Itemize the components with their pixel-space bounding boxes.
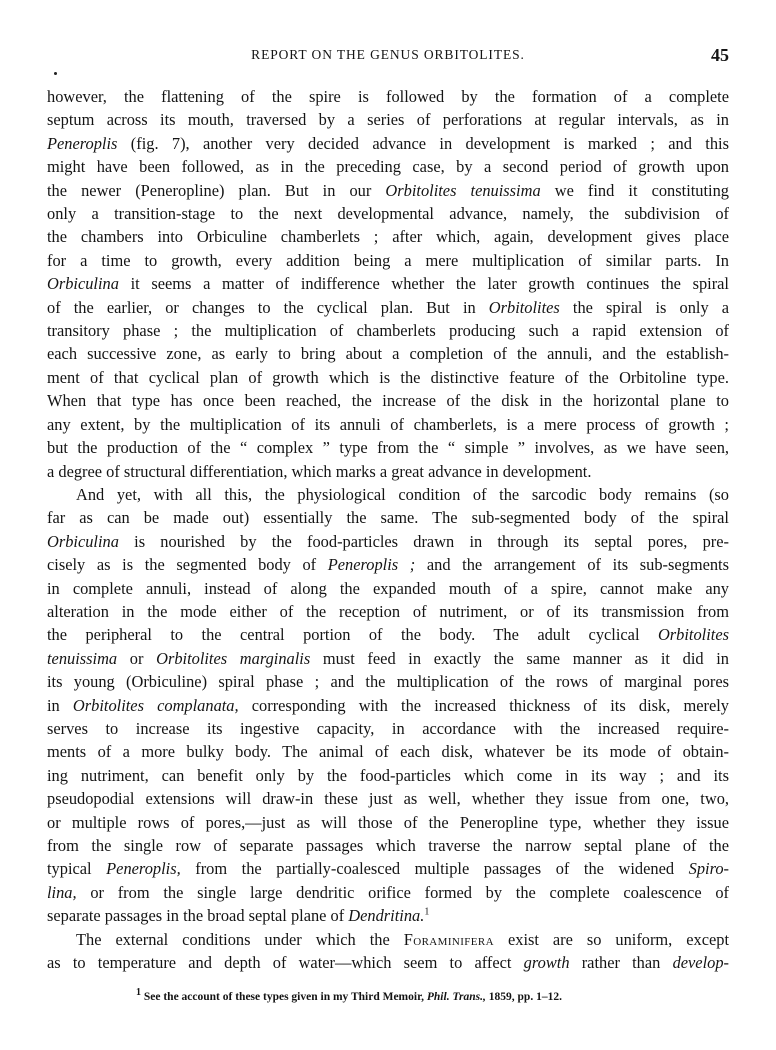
text-run: the chambers into Orbiculine chamberlets ; after which, again, development gives place: [47, 227, 729, 247]
italic-text: develop-: [672, 953, 729, 973]
text-run: in complete annuli, instead of along the expanded mouth of a spire, cannot make any: [47, 578, 729, 598]
text-line: [47, 225, 729, 248]
running-title: REPORT ON THE GENUS ORBITOLITES.: [251, 47, 525, 62]
text-run: See the account of these types given in my Third Memoir,: [141, 991, 427, 1003]
text-line: [47, 460, 729, 483]
italic-text: Peneroplis: [47, 133, 118, 153]
paragraph-1: [47, 85, 729, 483]
text-run: but the production of the “ complex ” type from the “ simple ” involves, as we have seen,: [47, 438, 729, 458]
text-line: [47, 928, 729, 951]
italic-text: Peneroplis,: [106, 859, 181, 879]
text-run: as to temperature and depth of water—which seem to affect: [47, 953, 524, 973]
italic-text: Orbitolites: [488, 297, 560, 317]
text-run: pseudopodial extensions will draw-in these just as well, whether they issue from one, two,: [47, 789, 729, 809]
italic-text: Orbiculina: [47, 531, 119, 551]
text-run: cisely as is the segmented body of: [47, 555, 328, 575]
text-run: the spiral is only a: [559, 297, 729, 317]
text-run: must feed in exactly the same manner as it did in: [310, 648, 729, 668]
paragraph-2: [47, 483, 729, 928]
text-run: typical: [47, 859, 107, 879]
text-line: [47, 764, 729, 787]
italic-text: Phil. Trans.,: [426, 991, 486, 1003]
text-line: [47, 319, 729, 342]
text-run: or from the single large dendritic orifice formed by the complete coalescence of: [76, 882, 729, 902]
text-run: far as can be made out) essentially the same. The sub-segmented body of the spiral: [47, 508, 729, 528]
text-run: or multiple rows of pores,—just as will those of the Peneropline type, whether they issue: [47, 812, 729, 832]
text-line: [47, 553, 729, 576]
text-run: When that type has once been reached, the increase of the disk in the horizontal plane to: [47, 391, 729, 411]
text-run: transitory phase ; the multiplication of chamberlets producing such a rapid extension of: [47, 321, 729, 341]
text-run: corresponding with the increased thickness of its disk, merely: [238, 695, 729, 715]
text-run: separate passages in the broad septal plane of: [47, 906, 349, 926]
italic-text: Orbitolites marginalis: [156, 648, 311, 668]
text-line: [47, 904, 729, 927]
italic-text: growth: [523, 953, 570, 973]
text-line: [47, 647, 729, 670]
text-line: [47, 436, 729, 459]
text-line: [47, 85, 729, 108]
footnote-marker: 1: [136, 987, 141, 999]
text-run: ments of a more bulky body. The animal of each disk, whatever be its mode of obtain-: [47, 742, 729, 762]
italic-text: Orbitolites complanata,: [72, 695, 239, 715]
italic-text: tenuissima: [47, 648, 118, 668]
body-text: [47, 85, 729, 974]
paragraph-3: [47, 928, 729, 975]
running-header: [47, 45, 729, 69]
document-page: [47, 0, 729, 1050]
text-run: of the earlier, or changes to the cyclical plan. But in: [47, 297, 489, 317]
text-run: Foraminifera: [403, 929, 495, 949]
stray-ink-mark: [54, 72, 57, 75]
text-run: septum across its mouth, traversed by a series of perforations at regular intervals, as in: [47, 110, 729, 130]
text-run: And yet, with all this, the physiological condition of the sarcodic body remains (so: [76, 484, 729, 504]
italic-text: Orbiculina: [47, 274, 119, 294]
text-line: [47, 834, 729, 857]
text-run: any extent, by the multiplication of its annuli of chamberlets, is a mere process of growth ;: [47, 414, 729, 434]
text-run: for a time to growth, every addition being a mere multiplication of similar parts. In: [47, 250, 729, 270]
text-line: [47, 857, 729, 880]
text-run: a degree of structural differentiation, which marks a great advance in development.: [47, 461, 592, 481]
text-line: [47, 389, 729, 412]
text-line: [47, 108, 729, 131]
text-line: [47, 296, 729, 319]
text-run: we find it constituting: [540, 180, 729, 200]
text-line: [47, 342, 729, 365]
text-run: serves to increase its ingestive capacity, in accordance with the increased require-: [47, 718, 729, 738]
text-run: the peripheral to the central portion of the body. The adult cyclical: [47, 625, 658, 645]
text-run: it seems a matter of indifference whether the later growth continues the spiral: [118, 274, 729, 294]
text-run: or: [117, 648, 157, 668]
text-run: and the arrangement of its sub-segments: [415, 555, 729, 575]
text-run: is nourished by the food-particles drawn in through its septal pores, pre-: [118, 531, 729, 551]
text-line: [47, 811, 729, 834]
text-run: exist are so uniform, except: [494, 929, 730, 949]
text-run: from the partially-coalesced multiple passages of the widened: [180, 859, 689, 879]
text-run: in: [47, 695, 73, 715]
text-run: ing nutriment, can benefit only by the food-particles which come in its way ; and its: [47, 765, 729, 785]
text-line: [47, 787, 729, 810]
text-line: [47, 600, 729, 623]
text-line: [47, 249, 729, 272]
text-run: each successive zone, as early to bring about a completion of the annuli, and the establish-: [47, 344, 729, 364]
text-run: only a transition-stage to the next developmental advance, namely, the subdivision of: [47, 204, 729, 224]
text-run: the newer (Peneropline) plan. But in our: [47, 180, 386, 200]
text-run: (fig. 7), another very decided advance in development is marked ; and this: [117, 133, 729, 153]
page-number: 45: [711, 45, 729, 65]
text-line: [47, 694, 729, 717]
text-line: [47, 740, 729, 763]
footnote-marker: 1: [424, 906, 430, 918]
footnote: [136, 989, 696, 1005]
text-line: [47, 717, 729, 740]
text-line: [47, 413, 729, 436]
text-line: [47, 483, 729, 506]
text-run: however, the flattening of the spire is followed by the formation of a complete: [47, 87, 729, 106]
text-run: its young (Orbiculine) spiral phase ; and the multiplication of the rows of marginal pores: [47, 672, 729, 692]
text-line: [47, 179, 729, 202]
text-run: The external conditions under which the: [76, 929, 404, 949]
text-line: [47, 506, 729, 529]
text-line: [47, 366, 729, 389]
text-run: from the single row of separate passages which traverse the narrow septal plane of the: [47, 836, 729, 855]
text-line: [47, 272, 729, 295]
italic-text: Peneroplis ;: [327, 555, 416, 575]
italic-text: Orbitolites tenuissima: [385, 180, 541, 200]
text-line: [47, 202, 729, 225]
text-run: ment of that cyclical plan of growth which is the distinctive feature of the Orbitoline type.: [47, 367, 729, 387]
italic-text: lina,: [47, 882, 77, 902]
text-run: 1859, pp. 1–12.: [485, 991, 562, 1003]
text-line: [47, 623, 729, 646]
text-run: might have been followed, as in the preceding case, by a second period of growth upon: [47, 157, 729, 177]
text-line: [47, 670, 729, 693]
text-run: alteration in the mode either of the reception of nutriment, or of its transmission from: [47, 601, 729, 621]
italic-text: Spiro-: [688, 859, 729, 879]
text-line: [47, 577, 729, 600]
text-line: [47, 155, 729, 178]
text-line: [47, 530, 729, 553]
text-run: rather than: [569, 953, 673, 973]
text-line: [47, 881, 729, 904]
italic-text: Orbitolites: [657, 625, 729, 645]
italic-text: Dendritina.: [348, 906, 425, 926]
text-line: [47, 951, 729, 974]
text-line: [47, 132, 729, 155]
